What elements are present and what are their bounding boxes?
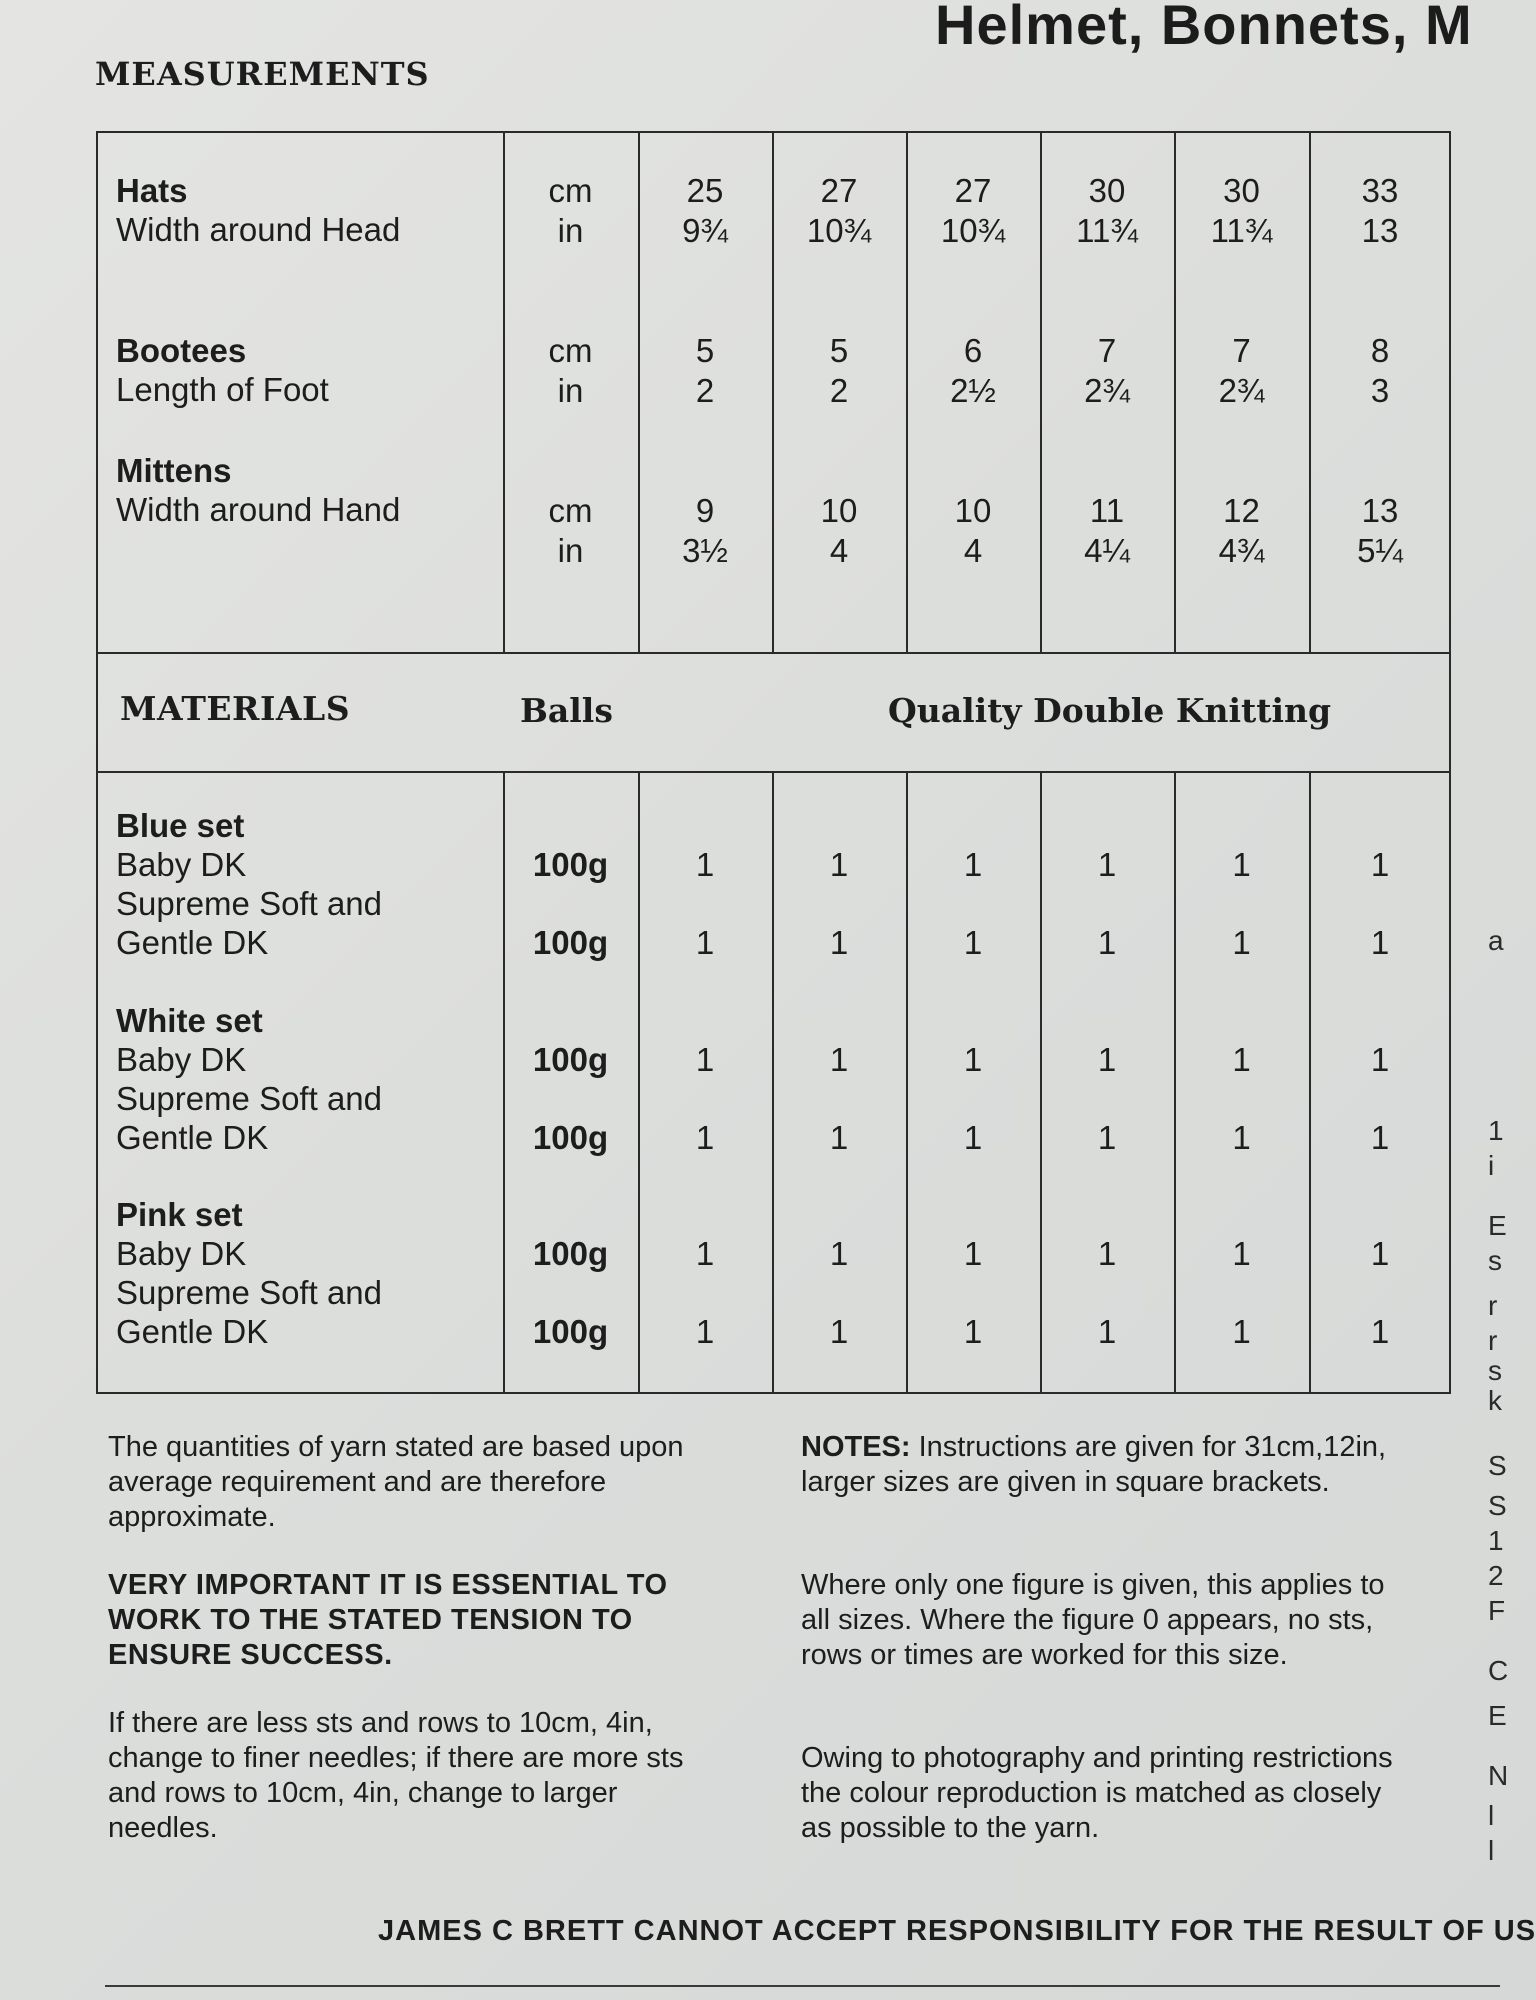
ball-quantity: 1 — [1097, 1235, 1117, 1272]
ball-quantity: 1 — [829, 846, 849, 883]
yarn-name: Baby DK — [116, 846, 247, 883]
table-rule-h — [96, 652, 1451, 654]
measure-in-value: 4 — [963, 532, 983, 569]
ball-quantity: 1 — [829, 924, 849, 961]
measure-cm-value: 27 — [820, 172, 858, 209]
ball-quantity: 1 — [1232, 846, 1251, 883]
ball-quantity: 1 — [1232, 1041, 1251, 1078]
yarn-weight: 100g — [532, 1041, 609, 1078]
ball-quantity: 1 — [1097, 1119, 1117, 1156]
yarn-name: Gentle DK — [116, 1313, 269, 1350]
measure-cm-value: 33 — [1361, 172, 1399, 209]
measure-cm-value: 13 — [1361, 492, 1399, 529]
measure-cm-value: 11 — [1089, 492, 1125, 529]
measure-cm-value: 30 — [1088, 172, 1126, 209]
bottom-rule — [105, 1985, 1500, 1987]
unit-cm: cm — [548, 172, 593, 209]
measure-in-value: 3½ — [682, 532, 728, 569]
ball-quantity: 1 — [1370, 1313, 1390, 1350]
edge-fragment: r — [1488, 1325, 1498, 1356]
measure-cm-value: 10 — [820, 492, 858, 529]
measure-cm-value: 7 — [1232, 332, 1251, 369]
ball-quantity: 1 — [1097, 1041, 1117, 1078]
unit-in: in — [557, 372, 584, 409]
unit-cm: cm — [548, 332, 593, 369]
yarn-weight: 100g — [532, 1119, 609, 1156]
measure-in-value: 4¾ — [1218, 532, 1265, 569]
yarn-weight: 100g — [532, 1235, 609, 1272]
measure-in-value: 2¾ — [1084, 372, 1130, 409]
measure-in-value: 11¾ — [1210, 212, 1273, 249]
table-rule-v — [96, 131, 98, 1394]
ball-quantity: 1 — [1370, 1041, 1390, 1078]
note-left-3: If there are less sts and rows to 10cm, 4in, change to finer needles; if there are more sts and rows to 10cm, 4in, change to larger needles. — [108, 1707, 684, 1844]
yarn-name: Baby DK — [116, 1041, 247, 1078]
material-set-label — [116, 806, 382, 962]
edge-fragment: 2 — [1488, 1560, 1504, 1591]
measure-cm-value: 12 — [1223, 492, 1260, 529]
ball-quantity: 1 — [1232, 1313, 1251, 1350]
measure-in-value: 11¾ — [1076, 212, 1138, 249]
measure-in-value: 9¾ — [682, 212, 728, 249]
measure-cm-value: 7 — [1097, 332, 1117, 369]
measure-cm-value: 5 — [695, 332, 715, 369]
ball-quantity: 1 — [829, 1041, 849, 1078]
ball-quantity: 1 — [829, 1235, 849, 1272]
measure-name: Mittens — [116, 452, 232, 489]
measure-in-value: 3 — [1370, 372, 1390, 409]
ball-quantity: 1 — [1370, 924, 1390, 961]
ball-quantity: 1 — [1232, 1235, 1251, 1272]
measure-desc: Length of Foot — [116, 371, 329, 408]
ball-quantity: 1 — [829, 1119, 849, 1156]
disclaimer: JAMES C BRETT CANNOT ACCEPT RESPONSIBILITY FOR THE RESULT OF US — [378, 1915, 1536, 1947]
edge-fragment: s — [1488, 1355, 1502, 1386]
measure-cm-value: 30 — [1223, 172, 1260, 209]
set-name: Pink set — [116, 1196, 243, 1233]
edge-fragment: S — [1488, 1490, 1507, 1521]
edge-fragment: l — [1488, 1800, 1495, 1831]
measure-cm-value: 6 — [963, 332, 983, 369]
ball-quantity: 1 — [1097, 924, 1117, 961]
ball-quantity: 1 — [1370, 1119, 1390, 1156]
ball-quantity: 1 — [1232, 1119, 1251, 1156]
ball-quantity: 1 — [1097, 1313, 1117, 1350]
material-set-label — [116, 1001, 382, 1157]
materials-heading: MATERIALS — [120, 689, 351, 728]
measure-label-mittens — [116, 451, 400, 529]
ball-quantity: 1 — [963, 924, 983, 961]
unit-in: in — [557, 532, 584, 569]
material-set-label — [116, 1195, 382, 1351]
ball-quantity: 1 — [1370, 1235, 1390, 1272]
edge-fragment: l — [1488, 1835, 1495, 1866]
note-left-2: VERY IMPORTANT IT IS ESSENTIAL TO WORK TO THE STATED TENSION TO ENSURE SUCCESS. — [108, 1569, 668, 1671]
measure-in-value: 2 — [695, 372, 715, 409]
measure-desc: Width around Head — [116, 211, 401, 248]
measure-name: Bootees — [116, 332, 247, 369]
edge-fragment: E — [1488, 1210, 1507, 1241]
edge-fragment: s — [1488, 1245, 1502, 1276]
measure-in-value: 4¼ — [1084, 532, 1130, 569]
unit-cm: cm — [548, 492, 593, 529]
ball-quantity: 1 — [1370, 846, 1390, 883]
measure-desc: Width around Hand — [116, 491, 401, 528]
balls-heading: Balls — [520, 691, 613, 730]
edge-fragment: F — [1488, 1595, 1506, 1626]
ball-quantity: 1 — [695, 1041, 715, 1078]
note-left-1: The quantities of yarn stated are based upon average requirement and are therefore approximate. — [108, 1431, 684, 1533]
table-rule-v — [1449, 131, 1451, 1394]
edge-fragment: i — [1488, 1150, 1495, 1181]
ball-quantity: 1 — [695, 1119, 715, 1156]
page-title: Helmet, Bonnets, M — [935, 0, 1473, 56]
yarn-name: Gentle DK — [116, 924, 269, 961]
ball-quantity: 1 — [963, 1041, 983, 1078]
measure-cm-value: 5 — [829, 332, 849, 369]
ball-quantity: 1 — [963, 846, 983, 883]
measure-name: Hats — [116, 172, 188, 209]
measure-cm-value: 25 — [686, 172, 724, 209]
set-name: Blue set — [116, 807, 245, 844]
edge-fragment: k — [1488, 1385, 1502, 1416]
measure-in-value: 2¾ — [1218, 372, 1265, 409]
measure-in-value: 5¼ — [1357, 532, 1403, 569]
ball-quantity: 1 — [695, 846, 715, 883]
size-table — [96, 131, 1451, 1394]
measure-in-value: 10¾ — [940, 212, 1006, 249]
measurements-heading: MEASUREMENTS — [95, 55, 430, 93]
edge-fragment: E — [1488, 1700, 1507, 1731]
ball-quantity: 1 — [963, 1313, 983, 1350]
ball-quantity: 1 — [963, 1235, 983, 1272]
yarn-name: Baby DK — [116, 1235, 247, 1272]
yarn-name: Supreme Soft and — [116, 1274, 382, 1311]
edge-fragment: N — [1488, 1760, 1509, 1791]
ball-quantity: 1 — [829, 1313, 849, 1350]
yarn-name: Supreme Soft and — [116, 1080, 382, 1117]
measure-label-hats — [116, 171, 400, 249]
ball-quantity: 1 — [1097, 846, 1117, 883]
measure-in-value: 13 — [1361, 212, 1399, 249]
measure-cm-value: 10 — [954, 492, 992, 529]
measure-in-value: 10¾ — [806, 212, 872, 249]
edge-fragment: 1 — [1488, 1115, 1504, 1146]
ball-quantity: 1 — [695, 1313, 715, 1350]
notes-label: NOTES: — [801, 1431, 911, 1463]
note-right-1: Where only one figure is given, this applies to all sizes. Where the figure 0 appears, no sts, rows or times are worked for this size. — [801, 1569, 1385, 1671]
measure-cm-value: 8 — [1370, 332, 1390, 369]
set-name: White set — [116, 1002, 263, 1039]
measure-label-bootees — [116, 331, 329, 409]
edge-fragment: r — [1488, 1290, 1498, 1321]
measure-cm-value: 27 — [954, 172, 992, 209]
measure-cm-value: 9 — [695, 492, 715, 529]
ball-quantity: 1 — [695, 1235, 715, 1272]
ball-quantity: 1 — [695, 924, 715, 961]
ball-quantity: 1 — [963, 1119, 983, 1156]
yarn-weight: 100g — [532, 924, 609, 961]
edge-fragment: 1 — [1488, 1525, 1504, 1556]
quality-heading: Quality Double Knitting — [888, 691, 1332, 730]
edge-fragment: S — [1488, 1450, 1507, 1481]
yarn-weight: 100g — [532, 1313, 609, 1350]
yarn-name: Supreme Soft and — [116, 885, 382, 922]
measure-in-value: 2½ — [950, 372, 996, 409]
unit-in: in — [557, 212, 584, 249]
edge-fragment: a — [1488, 925, 1504, 956]
measure-in-value: 2 — [829, 372, 849, 409]
ball-quantity: 1 — [1232, 924, 1251, 961]
yarn-weight: 100g — [532, 846, 609, 883]
yarn-name: Gentle DK — [116, 1119, 269, 1156]
notes-intro: NOTES: Instructions are given for 31cm,12in, larger sizes are given in square brackets. — [801, 1431, 1387, 1498]
edge-fragment: C — [1488, 1655, 1509, 1686]
measure-in-value: 4 — [829, 532, 849, 569]
note-right-2: Owing to photography and printing restrictions the colour reproduction is matched as closely as possible to the yarn. — [801, 1742, 1393, 1844]
